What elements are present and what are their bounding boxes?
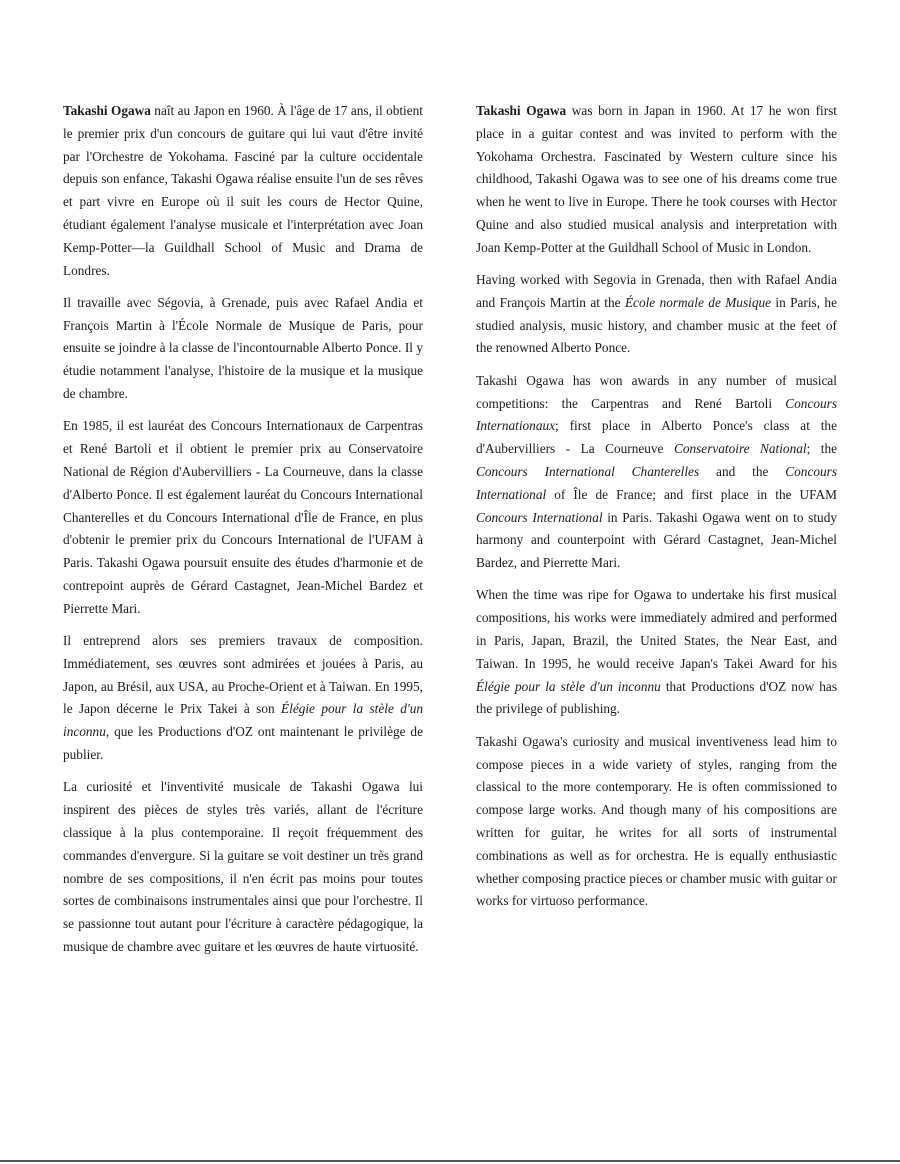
english-paragraph-3-text-b: ; first place in Alberto Ponce's class at the d'Aubervilliers - La Courneuve: [476, 418, 837, 457]
english-paragraph-3-text-e: of Île de France; and first place in the UFAM: [546, 486, 837, 502]
english-paragraph-1-text: was born in Japan in 1960. At 17 he won first place in a guitar contest and was invited to perform with the Yokohama Orchestra. Fascinated by Western culture since his childhood, Takashi Ogawa was to see one of his dreams come true when he went to live in Europe. There he took courses with Hector Quine and also studied musical analysis and interpretation with Joan Kemp-Potter at the Guildhall School of Music in London.: [476, 103, 837, 255]
french-paragraph-4: [63, 630, 423, 767]
english-paragraph-2-text-a: Having worked with Segovia in Grenada, then with Rafael Andia and François Martin at the: [476, 272, 837, 310]
composer-name: Takashi Ogawa: [476, 103, 567, 118]
english-paragraph-3-text-d: and the: [699, 463, 786, 479]
french-paragraph-4-text-a: Il entreprend alors ses premiers travaux de composition. Immédiatement, ses œuvres sont admirées et jouées à Paris, au Japon, au Brésil, aux USA, au Proche-Orient et à Taiwan. En 1995, le Japon décerne le Prix Takei à son: [63, 633, 423, 717]
page-bottom-border: [0, 1160, 900, 1162]
school-name: École normale de Musique: [624, 294, 772, 310]
competition-name: Concours International: [476, 509, 603, 525]
english-paragraph-2: [476, 269, 837, 360]
french-paragraph-5: La curiosité et l'inventivité musicale de Takashi Ogawa lui inspirent des pièces de styles très variés, allant de l'écriture classique à la plus contemporaine. Il reçoit fréquemment des commandes d'envergure. Si la guitare se voit destiner un très grand nombre de ses compositions, il n'en écrit pas moins pour toutes sortes de combinaisons instrumentales ainsi que pour l'orchestre. Il se passionne tout autant pour l'écriture à caractère pédagogique, la musique de chambre avec guitare et les œuvres de haute virtuosité.: [63, 779, 423, 954]
conservatory-name: Conservatoire National: [673, 441, 807, 457]
english-paragraph-2-text-b: in Paris, he studied analysis, music history, and chamber music at the feet of the renowned Alberto Ponce.: [476, 294, 837, 356]
english-paragraph-4-text-b: that Productions d'OZ now has the privilege of publishing.: [476, 678, 837, 717]
french-paragraph-4-text-b: , que les Productions d'OZ ont maintenant le privilège de publier.: [63, 724, 423, 763]
french-paragraph-1-text: naît au Japon en 1960. À l'âge de 17 ans, il obtient le premier prix d'un concours de guitare qui lui vaut d'être invité par l'Orchestre de Yokohama. Fasciné par la culture occidentale depuis son enfance, Takashi Ogawa réalise ensuite l'un de ses rêves et part vivre en Europe où il suit les cours de Hector Quine, étudiant également l'analyse musicale et l'interprétation avec Joan Kemp-Potter—la Guildhall School of Music and Drama de Londres.: [63, 103, 424, 278]
english-paragraph-3: [476, 370, 837, 575]
competition-name: Concours International Chanterelles: [476, 463, 700, 479]
french-paragraph-2: Il travaille avec Ségovia, à Grenade, puis avec Rafael Andia et François Martin à l'École Normale de Musique de Paris, pour ensuite se joindre à la classe de l'incontournable Alberto Ponce. Il y étudie notamment l'analyse, l'histoire de la musique et la musique de chambre.: [63, 294, 423, 402]
french-biography-column: [63, 100, 423, 968]
english-paragraph-3-text-f: in Paris. Takashi Ogawa went on to study harmony and counterpoint with Gérard Castagnet, Jean-Michel Bardez, and Pierrette Mari.: [476, 509, 837, 571]
english-paragraph-5: Takashi Ogawa's curiosity and musical inventiveness lead him to compose pieces in a wide variety of styles, ranging from the classical to the more contemporary. He is often commissioned to compose large works. And though many of his compositions are written for guitar, he writes for all sorts of instrumental combinations as well as for orchestra. He is equally enthusiastic whether composing practice pieces or chamber music with guitar or works for virtuoso performance.: [476, 733, 837, 909]
competition-name: Concours Internationaux: [476, 395, 837, 434]
composer-name: Takashi Ogawa: [63, 103, 151, 118]
english-biography-column: [476, 100, 837, 923]
english-paragraph-1: [476, 100, 837, 260]
english-paragraph-4: [476, 584, 837, 721]
competition-name: Concours International: [476, 463, 837, 502]
french-paragraph-1: [63, 100, 423, 282]
english-paragraph-3-text-a: Takashi Ogawa has won awards in any number of musical competitions: the Carpentras and René Bartoli: [476, 372, 837, 411]
work-title: Élégie pour la stèle d'un inconnu: [63, 701, 423, 740]
english-paragraph-4-text-a: When the time was ripe for Ogawa to undertake his first musical compositions, his works were immediately admired and performed in Paris, Japan, Brazil, the United States, the Near East, and Taiwan. In 1995, he would receive Japan's Takei Award for his: [476, 587, 837, 671]
french-paragraph-3: En 1985, il est lauréat des Concours Internationaux de Carpentras et René Bartoli et il obtient le premier prix au Conservatoire National de Région d'Aubervilliers - La Courneuve, dans la classe d'Alberto Ponce. Il est également lauréat du Concours International Chanterelles et du Concours International d'Île de France, en plus d'obtenir le premier prix du Concours International de l'UFAM à Paris. Takashi Ogawa poursuit ensuite des études d'harmonie et de contrepoint auprès de Gérard Castagnet, Jean-Michel Bardez et Pierrette Mari.: [63, 418, 423, 616]
english-paragraph-3-text-c: ; the: [806, 441, 838, 457]
work-title: Élégie pour la stèle d'un inconnu: [476, 678, 661, 694]
